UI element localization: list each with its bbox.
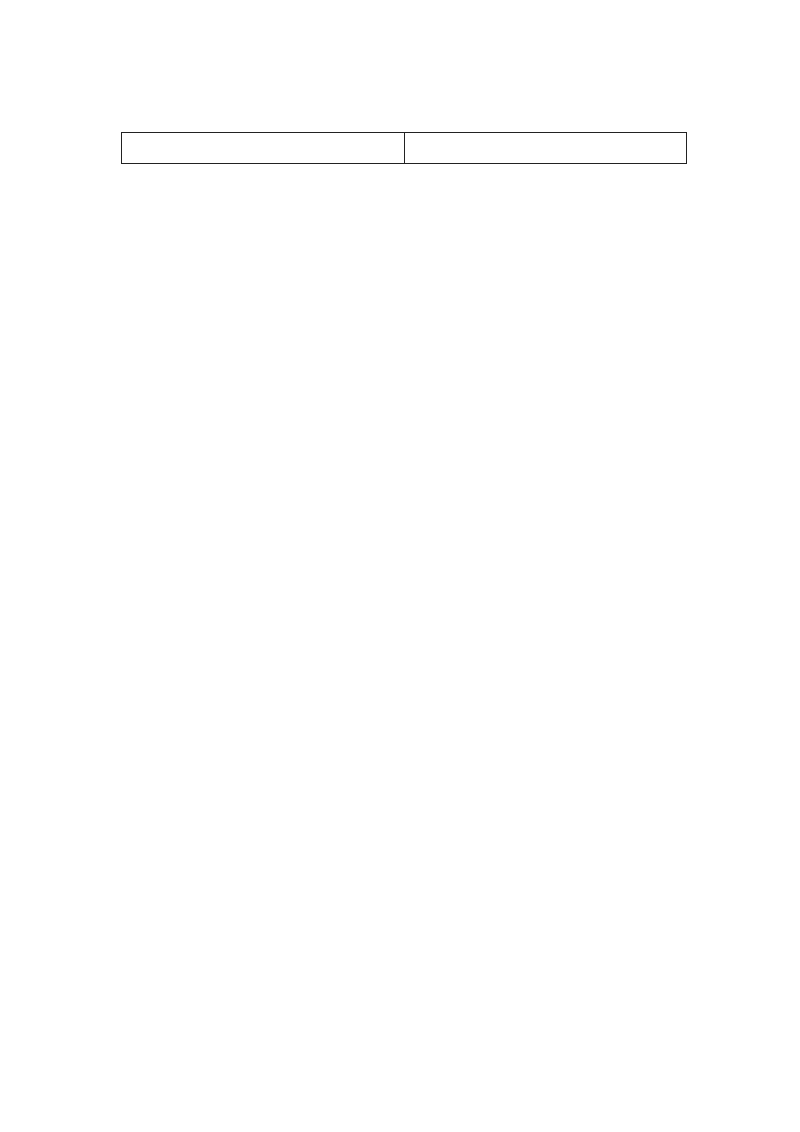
document-page: [121, 96, 687, 170]
table-header-disagreement: [405, 133, 687, 164]
table-header-agreement: [122, 133, 405, 164]
table-header-row: [122, 133, 687, 164]
agreement-table: [121, 132, 687, 164]
spacer: [121, 96, 687, 128]
